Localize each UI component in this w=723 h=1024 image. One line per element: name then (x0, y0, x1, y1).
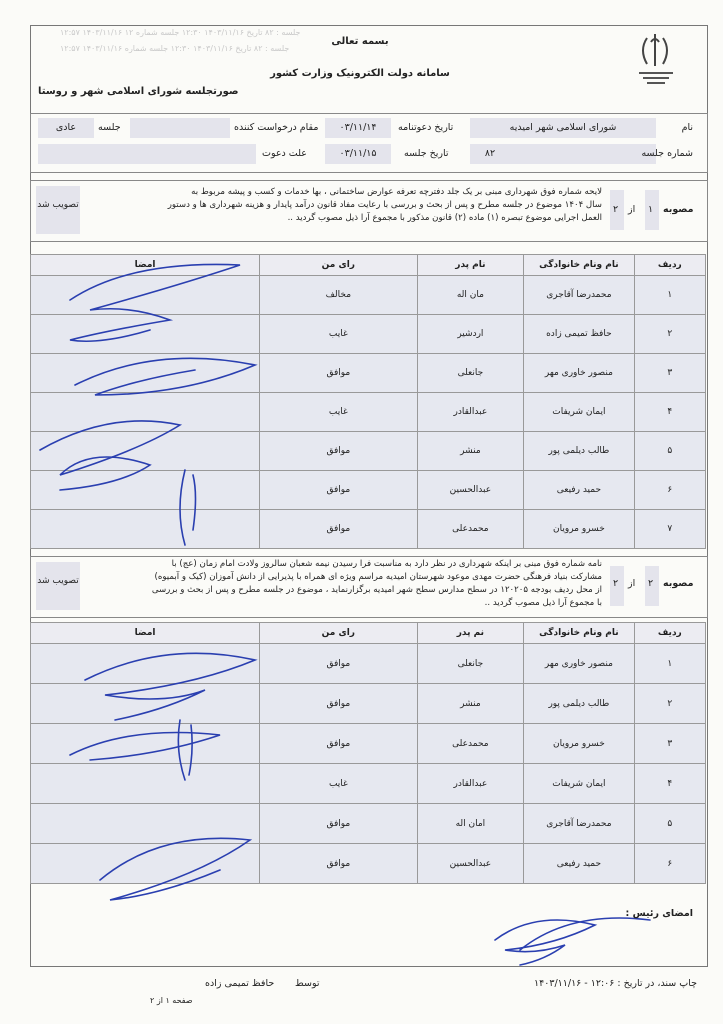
session-date-value: ۰۳/۱۱/۱۵ (339, 148, 377, 159)
row-idx-cell: ۳ (634, 354, 705, 393)
row-idx-cell: ۲ (634, 684, 705, 724)
row-idx-cell: ۲ (634, 315, 705, 354)
vote-cell: موافق (260, 804, 417, 844)
invite-date-value: ۰۳/۱۱/۱۴ (339, 122, 377, 133)
member-name-cell: ایمان شریفات (524, 393, 634, 432)
chair-signature-label: امضای رئیس : (625, 908, 693, 919)
bismillah: بسمه تعالی (331, 36, 389, 47)
watermark-line: جلسه : ۸۲ تاریخ ۱۴۰۳/۱۱/۱۶ ۱۲:۳۰ جلسه شماره ۱۴۰۳/۱۱/۱۶ ۱۲:۵۷ (60, 44, 290, 53)
watermark-line: جلسه : ۸۲ تاریخ ۱۴۰۳/۱۱/۱۶ ۱۲:۳۰ جلسه شماره ۱۲ ۱۴۰۳/۱۱/۱۶ ۱۲:۵۷ (60, 28, 301, 37)
doc-title: صورتجلسه شورای اسلامی شهر و روستا (38, 86, 239, 97)
father-name-cell: عبدالقادر (417, 764, 524, 804)
signature-scribble (495, 920, 595, 965)
row-idx-cell: ۳ (634, 724, 705, 764)
row-idx-cell: ۱ (634, 644, 705, 684)
vote-cell: موافق (260, 471, 418, 510)
father-name-cell: جانعلی (417, 354, 524, 393)
vote-cell: موافق (260, 644, 417, 684)
session-type-value: عادی (55, 122, 77, 133)
resolution-1-status: تصویب شد (37, 200, 79, 210)
resolution-1-of: از (628, 204, 636, 215)
father-name-cell: محمدعلی (417, 724, 524, 764)
father-name-cell: محمدعلی (417, 510, 524, 549)
col-vote-header: رای من (260, 623, 417, 644)
row-idx-cell: ۵ (634, 804, 705, 844)
father-name-cell: منشر (417, 432, 524, 471)
father-name-cell: اردشیر (417, 315, 524, 354)
session-no-label: شماره جلسه (641, 148, 693, 159)
vote-cell: موافق (260, 684, 417, 724)
col-sign-header: امضا (31, 623, 260, 644)
col-vote-header: رای من (260, 255, 418, 276)
member-name-cell: خسرو مرویان (524, 510, 634, 549)
signature-scribble (70, 264, 240, 341)
member-name-cell: محمدرضا آقاجری (524, 276, 634, 315)
member-name-cell: حمید رفیعی (524, 471, 634, 510)
father-name-cell: جانعلی (417, 644, 524, 684)
page-number: صفحه ۱ از ۲ (150, 996, 193, 1005)
resolution-2-num: ۲ (648, 578, 654, 589)
signature-scribble (70, 733, 220, 761)
signature-scribble (180, 470, 196, 545)
resolution-1-total: ۲ (613, 204, 619, 215)
name-value: شورای اسلامی شهر امیدیه (509, 122, 617, 133)
row-idx-cell: ۶ (634, 844, 705, 884)
system-name: سامانه دولت الکترونیک وزارت کشور (270, 68, 450, 79)
resolution-1-num: ۱ (648, 204, 654, 215)
printed-by-value: حافظ تمیمی زاده (205, 978, 275, 989)
vote-cell: مخالف (260, 276, 418, 315)
col-sign-header: امضا (31, 255, 260, 276)
resolution-2-text-line: از محل ردیف بودجه ۱۲۰۲۰۵ در سطح مدارس سطح شهر امیدیه برگزارنماید ، موضوع در جلسه مطرح و پس از بحث و بررسی (151, 585, 602, 595)
row-idx-cell: ۵ (634, 432, 705, 471)
father-name-cell: عبدالحسین (417, 844, 524, 884)
vote-cell: غایب (260, 764, 417, 804)
vote-cell: موافق (260, 724, 417, 764)
vote-cell: غایب (260, 315, 418, 354)
name-label: نام (681, 122, 693, 133)
session-label: جلسه (98, 122, 121, 133)
member-name-cell: منصور خاوری مهر (524, 644, 634, 684)
signature-scribble (40, 421, 180, 490)
member-name-cell: طالب دیلمی پور (524, 432, 634, 471)
reason-label: علت دعوت (262, 148, 307, 159)
father-name-cell: عبدالحسین (417, 471, 524, 510)
session-no-value: ۸۲ (484, 148, 496, 159)
vote-cell: غایب (260, 393, 418, 432)
member-name-cell: خسرو مرویان (524, 724, 634, 764)
vote-cell: موافق (260, 432, 418, 471)
member-name-cell: محمدرضا آقاجری (524, 804, 634, 844)
vote-cell: موافق (260, 510, 418, 549)
col-name-header: نام ونام خانوادگی (524, 623, 634, 644)
vote-cell: موافق (260, 844, 417, 884)
father-name-cell: مان اله (417, 276, 524, 315)
printed-by-label: توسط (295, 978, 320, 989)
col-idx-header: ردیف (634, 623, 705, 644)
row-idx-cell: ۷ (634, 510, 705, 549)
member-name-cell: طالب دیلمی پور (524, 684, 634, 724)
resolution-2-status: تصویب شد (37, 576, 79, 586)
resolution-2-text-line: نامه شماره فوق مبنی بر اینکه شهرداری در نظر دارد به مناسبت فرا رسیدن نیمه شعبان سالروز ولادت امام زمان (عج) با (171, 559, 602, 569)
signature-scribble (75, 358, 255, 395)
invite-date-label: تاریخ دعوتنامه (398, 122, 454, 133)
signature-scribble (178, 720, 192, 780)
father-name-cell: عبدالقادر (417, 393, 524, 432)
row-idx-cell: ۱ (634, 276, 705, 315)
member-name-cell: منصور خاوری مهر (524, 354, 634, 393)
resolution-2-text-line: با مجموع آرا ذیل مصوب گردید .. (484, 598, 602, 608)
col-idx-header: ردیف (634, 255, 705, 276)
father-name-cell: امان اله (417, 804, 524, 844)
row-idx-cell: ۴ (634, 393, 705, 432)
col-name-header: نام ونام خانوادگی (524, 255, 634, 276)
resolution-1-label: مصوبه (663, 204, 694, 215)
resolution-1-text-line: لایحه شماره فوق شهرداری مبنی بر یک جلد دفترچه تعرفه عوارض ساختمانی ، بها خدمات و کسب و پیشه مربوط به (191, 187, 602, 197)
member-name-cell: حمید رفیعی (524, 844, 634, 884)
col-father-header: نام پدر (417, 255, 524, 276)
resolution-2-of: از (628, 578, 636, 589)
print-label: چاپ سند، در تاریخ : ۱۲:۰۶ - ۱۴۰۳/۱۱/۱۶ (534, 978, 697, 989)
member-name-cell: حافظ تمیمی زاده (524, 315, 634, 354)
signature-scribble (100, 838, 250, 900)
session-date-label: تاریخ جلسه (404, 148, 449, 159)
resolution-2-total: ۲ (613, 578, 619, 589)
resolution-1-text-line: العمل اجرایی موضوع تبصره (۱) ماده (۲) قانون مذکور با مجموع آرا ذیل مصوب گردید .. (287, 213, 602, 223)
resolution-1-text-line: سال ۱۴۰۴ موضوع در جلسه مطرح و پس از بحث و بررسی با رعایت مفاد قانون درآمد پایدار و هزینه شهرداری ها و دستور (167, 200, 602, 210)
father-name-cell: منشر (417, 684, 524, 724)
vote-cell: موافق (260, 354, 418, 393)
row-idx-cell: ۶ (634, 471, 705, 510)
row-idx-cell: ۴ (634, 764, 705, 804)
resolution-2-label: مصوبه (663, 578, 694, 589)
requester-label: مقام درخواست کننده (234, 122, 319, 133)
signature-scribble (85, 653, 255, 720)
member-name-cell: ایمان شریفات (524, 764, 634, 804)
resolution-2-text-line: مشارکت بنیاد فرهنگی حضرت مهدی موعود شهرستان امیدیه مراسم ویژه ای همراه با پذیرایی از دانش آموزان (کیک و آبمیوه) (154, 572, 602, 582)
col-father-header: نم پدر (417, 623, 524, 644)
